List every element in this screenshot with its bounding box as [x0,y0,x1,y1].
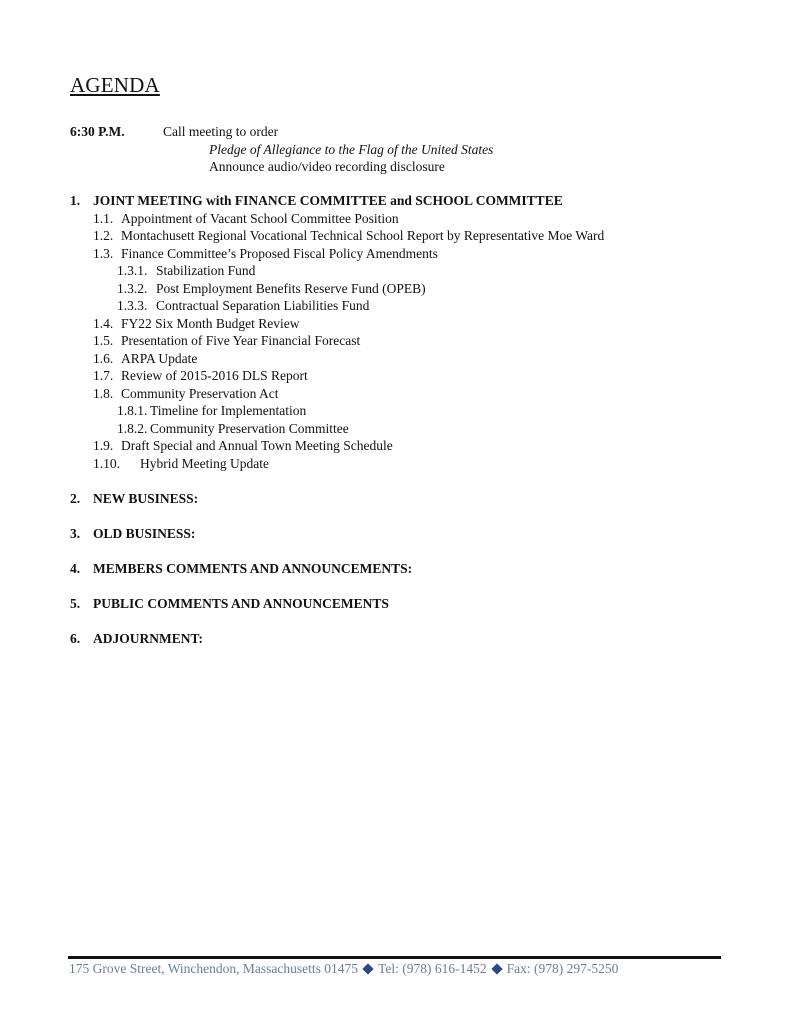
item-text: Montachusett Regional Vocational Technical School Report by Representative Moe Ward [121,228,605,243]
item-text: Stabilization Fund [156,263,256,278]
item-number: 1.6. [93,350,114,366]
diamond-icon [362,964,373,975]
item-text: FY22 Six Month Budget Review [121,315,300,331]
item-text: Post Employment Benefits Reserve Fund (OPEB) [156,280,426,296]
item-number: 1. [70,193,81,208]
item-text: Draft Special and Annual Town Meeting Schedule [121,438,393,453]
footer-fax: Fax: (978) 297-5250 [506,961,619,976]
item-number: 3. [70,525,81,541]
item-text: Hybrid Meeting Update [140,455,269,471]
item-number: 1.1. [93,210,114,226]
item-number: 1.8. [93,385,114,401]
item-text: Presentation of Five Year Financial Forecast [121,333,361,348]
item-number: 4. [70,560,81,576]
item-text: MEMBERS COMMENTS AND ANNOUNCEMENTS: [93,560,413,576]
recording-disclosure: Announce audio/video recording disclosure [209,159,445,174]
meeting-time: 6:30 P.M. [70,124,125,139]
item-text: PUBLIC COMMENTS AND ANNOUNCEMENTS [93,595,389,611]
item-number: 1.3. [93,245,114,261]
item-number: 1.7. [93,368,114,383]
item-number: 1.10. [93,455,120,471]
item-number: 6. [70,630,81,646]
item-text: OLD BUSINESS: [93,525,196,541]
item-text: ADJOURNMENT: [93,630,203,646]
item-text: Timeline for Implementation [150,403,307,418]
diamond-icon [491,964,502,975]
item-text: Finance Committee’s Proposed Fiscal Policy Amendments [121,245,438,261]
item-number: 1.8.1. [117,403,148,418]
item-number: 1.3.1. [117,263,148,278]
item-number: 5. [70,595,81,611]
item-text: Contractual Separation Liabilities Fund [156,298,370,313]
item-number: 1.4. [93,315,114,331]
item-number: 1.3.2. [117,280,148,296]
item-text: NEW BUSINESS: [93,490,199,506]
item-number: 1.2. [93,228,114,243]
item-number: 2. [70,490,81,506]
item-text: Community Preservation Committee [150,420,349,436]
page-title: AGENDA [70,73,160,97]
footer-address: 175 Grove Street, Winchendon, Massachusetts 01475 [69,961,359,976]
item-text: Appointment of Vacant School Committee Position [121,210,399,226]
item-text: Review of 2015-2016 DLS Report [121,368,308,383]
item-number: 1.8.2. [117,420,148,436]
item-text: JOINT MEETING with FINANCE COMMITTEE and SCHOOL COMMITTEE [93,193,563,208]
item-number: 1.3.3. [117,298,148,313]
footer-rule [68,956,721,959]
item-number: 1.5. [93,333,114,348]
footer-tel: Tel: (978) 616-1452 [378,961,487,976]
item-text: ARPA Update [121,350,198,366]
pledge-line: Pledge of Allegiance to the Flag of the United States [209,141,494,157]
call-to-order: Call meeting to order [163,124,279,139]
footer-contact [69,961,618,977]
item-number: 1.9. [93,438,114,453]
item-text: Community Preservation Act [121,385,279,401]
